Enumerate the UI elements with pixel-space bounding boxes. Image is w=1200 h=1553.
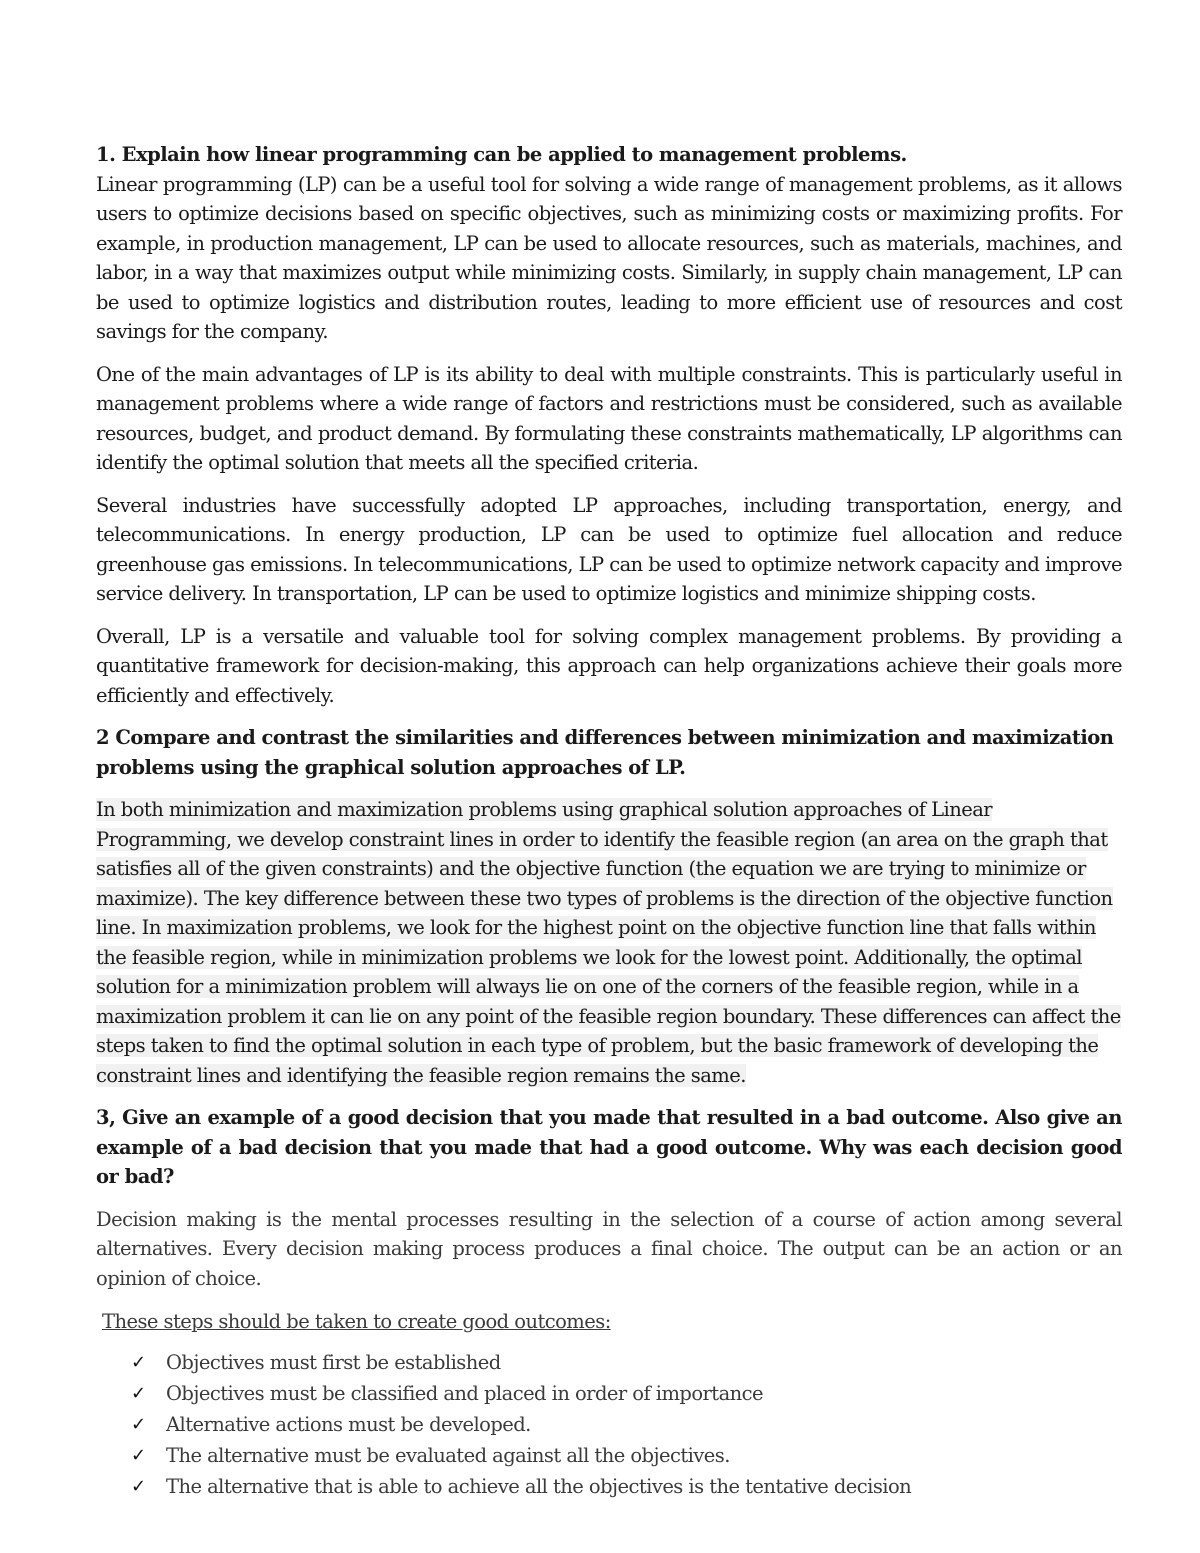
q2-highlighted-text: In both minimization and maximization problems using graphical solution approaches of Linear Programming, we develop constraint lines in order to identify the feasible region (an area on the graph that satisfies all of the given constraints) and the objective function (the equation we are trying to minimize or maximize). The key difference between these two types of problems is the direction of the objective function line. In maximization problems, we look for the highest point on the objective function line that falls within the feasible region, while in minimization problems we look for the lowest point. Additionally, the optimal solution for a minimization problem will always lie on one of the corners of the feasible region, while in a maximization problem it can lie on any point of the feasible region boundary. These differences can affect the steps taken to find the optimal solution in each type of problem, but the basic framework of developing the constraint lines and identifying the feasible region remains the same.	[96, 798, 1121, 1087]
question-2-heading: 2 Compare and contrast the similarities and differences between minimization and maximization problems using the graphical solution approaches of LP.	[96, 726, 1114, 779]
question-3-heading: 3, Give an example of a good decision that you made that resulted in a bad outcome. Also give an example of a bad decision that you made that had a good outcome. Why was each decision good or bad?	[96, 1106, 1122, 1188]
checklist-item-text: The alternative must be evaluated against all the objectives.	[166, 1443, 730, 1467]
checkmark-icon: ✓	[131, 1351, 146, 1373]
steps-title: These steps should be taken to create good outcomes:	[102, 1310, 611, 1333]
q3-paragraph: Decision making is the mental processes resulting in the selection of a course of action among several alternatives. Every decision making process produces a final choice. The output can be an action or an opinion of choice.	[96, 1207, 1122, 1290]
checkmark-icon: ✓	[131, 1382, 146, 1404]
q2-paragraph	[96, 795, 1122, 1090]
steps-checklist	[96, 1347, 1122, 1502]
checklist-item	[131, 1378, 1122, 1409]
q1-paragraph-1: Linear programming (LP) can be a useful tool for solving a wide range of management problems, as it allows users to optimize decisions based on specific objectives, such as minimizing costs or maximizing profits. For example, in production management, LP can be used to allocate resources, such as materials, machines, and labor, in a way that maximizes output while minimizing costs. Similarly, in supply chain management, LP can be used to optimize logistics and distribution routes, leading to more efficient use of resources and cost savings for the company.	[96, 172, 1122, 343]
checklist-item	[131, 1471, 1122, 1502]
checkmark-icon: ✓	[131, 1475, 146, 1497]
document-page	[96, 140, 1122, 1502]
checkmark-icon: ✓	[131, 1413, 146, 1435]
checklist-item	[131, 1347, 1122, 1378]
q1-paragraph-4: Overall, LP is a versatile and valuable tool for solving complex management problems. By providing a quantitative framework for decision-making, this approach can help organizations achieve their goals more efficiently and effectively.	[96, 624, 1122, 707]
checkmark-icon: ✓	[131, 1444, 146, 1466]
checklist-item-text: Objectives must be classified and placed in order of importance	[166, 1381, 764, 1405]
checklist-item	[131, 1409, 1122, 1440]
q1-paragraph-3: Several industries have successfully adopted LP approaches, including transportation, energy, and telecommunications. In energy production, LP can be used to optimize fuel allocation and reduce greenhouse gas emissions. In telecommunications, LP can be used to optimize network capacity and improve service delivery. In transportation, LP can be used to optimize logistics and minimize shipping costs.	[96, 493, 1122, 605]
q1-paragraph-2: One of the main advantages of LP is its ability to deal with multiple constraints. This is particularly useful in management problems where a wide range of factors and restrictions must be considered, such as available resources, budget, and product demand. By formulating these constraints mathematically, LP algorithms can identify the optimal solution that meets all the specified criteria.	[96, 362, 1122, 474]
checklist-item-text: Objectives must first be established	[166, 1350, 501, 1374]
checklist-item-text: Alternative actions must be developed.	[166, 1412, 531, 1436]
checklist-item	[131, 1440, 1122, 1471]
question-1-heading: 1. Explain how linear programming can be applied to management problems.	[96, 143, 907, 166]
checklist-item-text: The alternative that is able to achieve all the objectives is the tentative decision	[166, 1474, 912, 1498]
